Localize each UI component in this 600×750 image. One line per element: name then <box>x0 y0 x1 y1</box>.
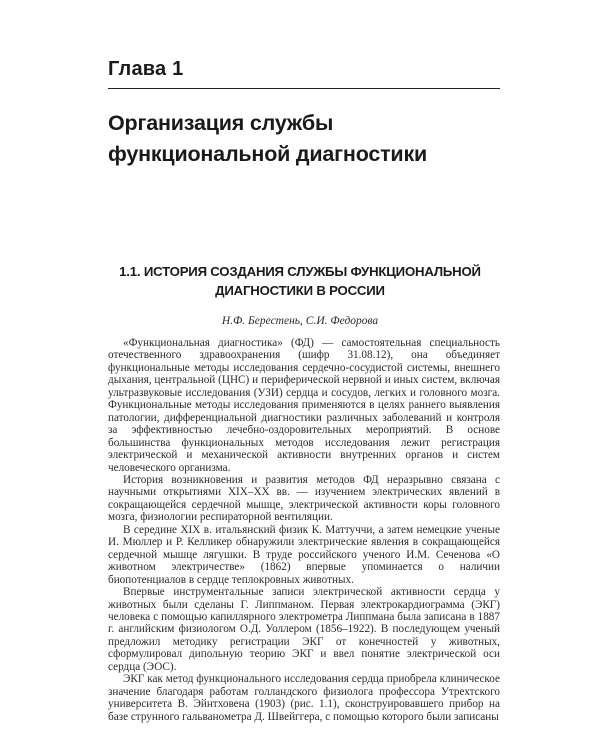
paragraph: В середине XIX в. итальянский физик К. Маттуччи, а затем немецкие ученые И. Мюллер и Р. Келликер обнаружили электрические явления в сокращающейся сердечной мышце лягушки. В труде российского ученого И.М. Сеченова «О животном электричестве» (1862) впервые упоминается о наличии биопотенциалов в сердце теплокровных животных. <box>108 523 500 586</box>
paragraph: «Функциональная диагностика» (ФД) — самостоятельная специальность отечественного здравоохранения (шифр 31.08.12), она объединяет функциональные методы исследования сердечно-сосудистой системы, внешнего дыхания, центральной (ЦНС) и периферической нервной и иных систем, включая ультразвуковые исследования (УЗИ) сердца и сосудов, легких и головного мозга. Функциональные методы исследования применяются в целях раннего выявления патологии, дифференциальной диагностики различных заболеваний и контроля за эффективностью лечебно-оздоровительных мероприятий. В основе большинства функциональных методов исследования лежит регистрация электрической и механической активности внутренних органов и систем человеческого организма. <box>108 337 500 474</box>
chapter-label: Глава 1 <box>108 58 184 80</box>
chapter-title: Организация службы функциональной диагностики <box>108 111 428 166</box>
section-title: 1.1. ИСТОРИЯ СОЗДАНИЯ СЛУЖБЫ ФУНКЦИОНАЛЬНОЙ ДИАГНОСТИКИ В РОССИИ <box>119 264 481 298</box>
chapter-divider <box>108 88 500 89</box>
body-text <box>108 337 500 723</box>
paragraph: История возникновения и развития методов ФД неразрывно связана с научными открытиями XIX–XX вв. — изучением электрических явлений в сокращающейся сердечной мышце, электрической активности коры головного мозга, физиологии респираторной вентиляции. <box>108 473 500 524</box>
section-authors: Н.Ф. Берестень, С.И. Федорова <box>221 315 379 327</box>
paragraph: Впервые инструментальные записи электрической активности сердца у животных были сделаны Г. Липпманом. Первая электрокардиограмма (ЭКГ) человека с помощью капиллярного электрометра Липпмана была записана в 1887 г. английским физиологом О.Д. Уоллером (1856–1922). В последующем ученый предложил методику регистрации ЭКГ от конечностей у животных, сформулировал дипольную теорию ЭКГ и ввел понятие электрической оси сердца (ЭОС). <box>108 586 500 673</box>
paragraph: ЭКГ как метод функционального исследования сердца приобрела клиническое значение благодаря работам голландского физиолога профессора Утрехтского университета В. Эйнтховена (1903) (рис. 1.1), сконструировавшего прибор на базе струнного гальванометра Д. Швейггера, с помощью которого были записаны <box>108 673 500 723</box>
